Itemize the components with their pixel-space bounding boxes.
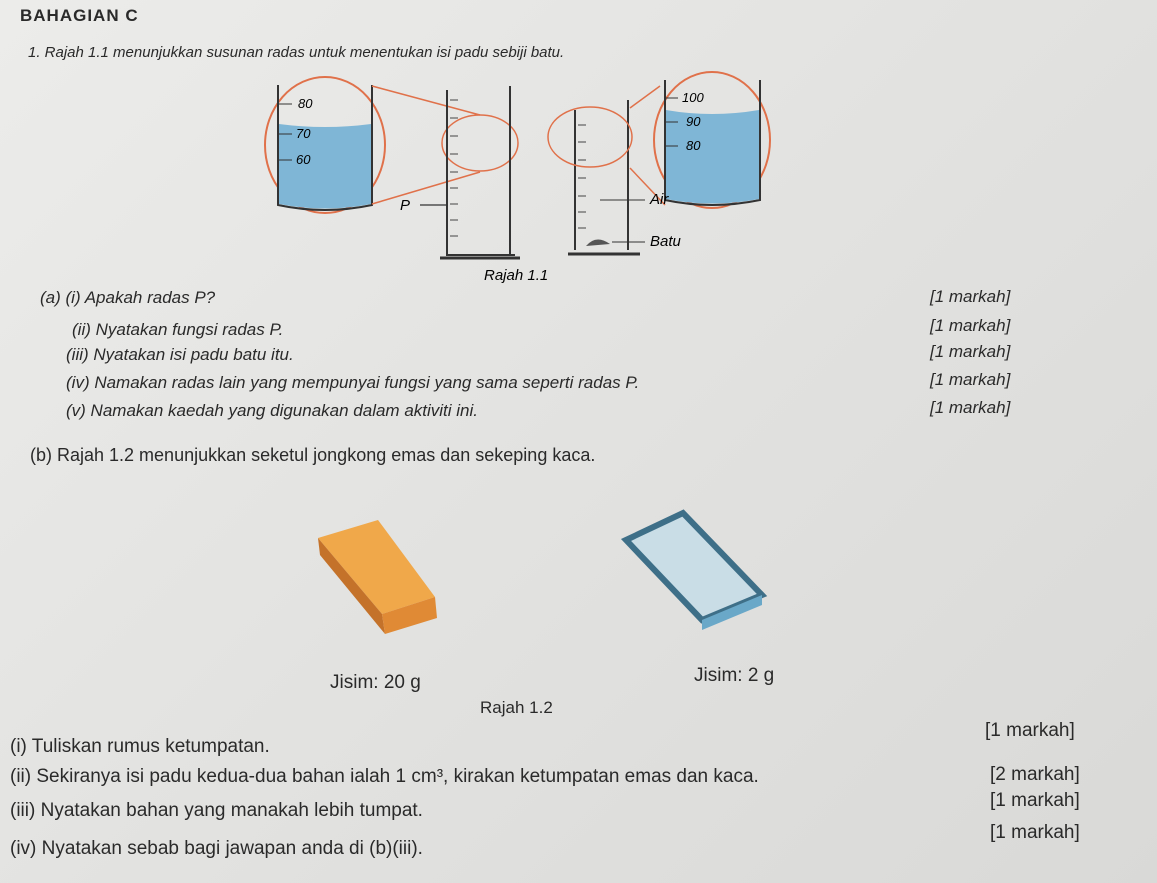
part-a-iv: (iv) Namakan radas lain yang mempunyai fungsi yang sama seperti radas P.: [66, 373, 640, 392]
question-intro: 1. Rajah 1.1 menunjukkan susunan radas untuk menentukan isi padu sebiji batu.: [28, 44, 565, 61]
figure-1-2: [0, 490, 1157, 650]
section-title: BAHAGIAN C: [20, 6, 139, 25]
part-a-i-mark: [1 markah]: [930, 287, 1011, 306]
part-b-ii: (ii) Sekiranya isi padu kedua-dua bahan ialah 1 cm³, kirakan ketumpatan emas dan kaca.: [10, 766, 759, 787]
part-a-ii: (ii) Nyatakan fungsi radas P.: [72, 320, 284, 339]
figure-1-2-caption: Rajah 1.2: [480, 698, 553, 717]
glass-sheet-image: [626, 513, 762, 630]
zoom-right-tick-3: 80: [686, 138, 701, 153]
part-b-iii: (iii) Nyatakan bahan yang manakah lebih tumpat.: [10, 800, 423, 821]
figure-1-1-caption: Rajah 1.1: [484, 267, 549, 284]
part-b-i-mark: [1 markah]: [985, 720, 1075, 741]
part-b-iv-mark: [1 markah]: [990, 822, 1080, 843]
zoom-left: [265, 77, 518, 213]
label-p: P: [400, 197, 411, 214]
label-air: Air: [650, 191, 669, 208]
part-b-intro: (b) Rajah 1.2 menunjukkan seketul jongkong emas dan sekeping kaca.: [30, 445, 596, 465]
zoom-right-tick-2: 90: [686, 114, 701, 129]
figure-1-1: [0, 0, 1157, 300]
part-b-iii-mark: [1 markah]: [990, 790, 1080, 811]
part-a-v-mark: [1 markah]: [930, 398, 1011, 417]
part-a-v: (v) Namakan kaedah yang digunakan dalam aktiviti ini.: [66, 401, 479, 420]
part-b-ii-mark: [2 markah]: [990, 764, 1080, 785]
part-b-i: (i) Tuliskan rumus ketumpatan.: [10, 736, 270, 757]
zoom-right-tick-1: 100: [682, 90, 704, 105]
glass-mass: Jisim: 2 g: [694, 665, 775, 686]
gold-bar-image: [318, 520, 437, 634]
part-a-ii-mark: [1 markah]: [930, 316, 1011, 335]
zoom-left-tick-1: 80: [298, 96, 313, 111]
gold-mass: Jisim: 20 g: [330, 672, 421, 693]
zoom-left-tick-2: 70: [296, 126, 311, 141]
part-b-iv: (iv) Nyatakan sebab bagi jawapan anda di (b)(iii).: [10, 838, 423, 859]
part-a-iii: (iii) Nyatakan isi padu batu itu.: [66, 345, 294, 364]
cylinder-with-stone: [548, 86, 665, 254]
part-a-iv-mark: [1 markah]: [930, 370, 1011, 389]
part-a-i: (a) (i) Apakah radas P?: [40, 288, 216, 307]
part-a-iii-mark: [1 markah]: [930, 342, 1011, 361]
label-batu: Batu: [650, 233, 681, 250]
zoom-left-tick-3: 60: [296, 152, 311, 167]
zoom-right: [654, 72, 770, 208]
